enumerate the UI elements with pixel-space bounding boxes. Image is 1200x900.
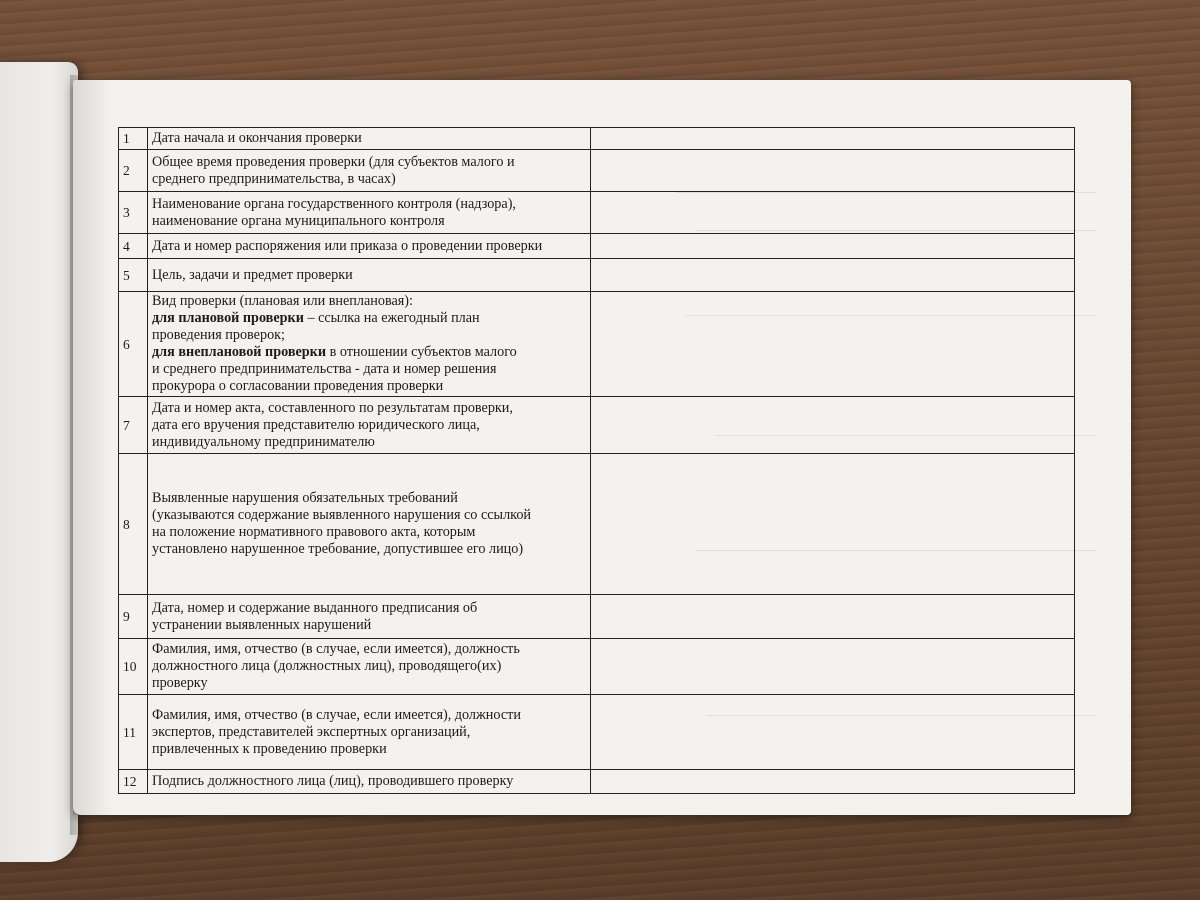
table-row	[119, 639, 1075, 695]
row-description: Наименование органа государственного контроля (надзора), наименование органа муниципального контроля	[148, 192, 591, 234]
row-description: Подпись должностного лица (лиц), проводившего проверку	[148, 770, 591, 794]
row-number: 11	[119, 695, 148, 770]
inspection-record-table	[118, 127, 1075, 794]
row-value-cell[interactable]	[591, 192, 1075, 234]
row-number: 3	[119, 192, 148, 234]
table-row	[119, 595, 1075, 639]
row-number: 6	[119, 292, 148, 397]
row-value-cell[interactable]	[591, 150, 1075, 192]
row-number: 4	[119, 234, 148, 259]
row-number: 2	[119, 150, 148, 192]
row-description: Дата начала и окончания проверки	[148, 128, 591, 150]
row-description: Общее время проведения проверки (для субъектов малого и среднего предпринимательства, в часах)	[148, 150, 591, 192]
row-value-cell[interactable]	[591, 292, 1075, 397]
row-value-cell[interactable]	[591, 695, 1075, 770]
row-value-cell[interactable]	[591, 234, 1075, 259]
table-row	[119, 150, 1075, 192]
row-number: 10	[119, 639, 148, 695]
row-description: Дата и номер распоряжения или приказа о проведении проверки	[148, 234, 591, 259]
table-row	[119, 397, 1075, 454]
row-description: Выявленные нарушения обязательных требований (указываются содержание выявленного нарушения со ссылкой на положение нормативного правового акта, которым установлено нарушенное требование, допустившее его лицо)	[148, 454, 591, 595]
row-value-cell[interactable]	[591, 639, 1075, 695]
table-row	[119, 454, 1075, 595]
row-value-cell[interactable]	[591, 454, 1075, 595]
row-description: Цель, задачи и предмет проверки	[148, 259, 591, 292]
row-number: 8	[119, 454, 148, 595]
row-number: 5	[119, 259, 148, 292]
row-number: 9	[119, 595, 148, 639]
row-number: 7	[119, 397, 148, 454]
row-value-cell[interactable]	[591, 397, 1075, 454]
row-value-cell[interactable]	[591, 595, 1075, 639]
table-row	[119, 234, 1075, 259]
row-description: Вид проверки (плановая или внеплановая): для плановой проверки – ссылка на ежегодный план проведения проверок; для внеплановой проверки в отношении субъектов малого и среднего предпринимательства - дата и номер решения прокурора о согласовании проведения проверки	[148, 292, 591, 397]
row-description: Дата, номер и содержание выданного предписания об устранении выявленных нарушений	[148, 595, 591, 639]
left-page-edge	[0, 62, 78, 862]
row-description: Дата и номер акта, составленного по результатам проверки, дата его вручения представителю юридического лица, индивидуальному предпринимателю	[148, 397, 591, 454]
row-number: 12	[119, 770, 148, 794]
table-row	[119, 292, 1075, 397]
row-value-cell[interactable]	[591, 259, 1075, 292]
table-row	[119, 192, 1075, 234]
form-page	[73, 80, 1131, 815]
table-row	[119, 259, 1075, 292]
table-row	[119, 770, 1075, 794]
row-number: 1	[119, 128, 148, 150]
row-description: Фамилия, имя, отчество (в случае, если имеется), должности экспертов, представителей экспертных организаций, привлеченных к проведению проверки	[148, 695, 591, 770]
row-description: Фамилия, имя, отчество (в случае, если имеется), должность должностного лица (должностных лиц), проводящего(их) проверку	[148, 639, 591, 695]
row-value-cell[interactable]	[591, 128, 1075, 150]
table-row	[119, 695, 1075, 770]
table-row	[119, 128, 1075, 150]
row-value-cell[interactable]	[591, 770, 1075, 794]
